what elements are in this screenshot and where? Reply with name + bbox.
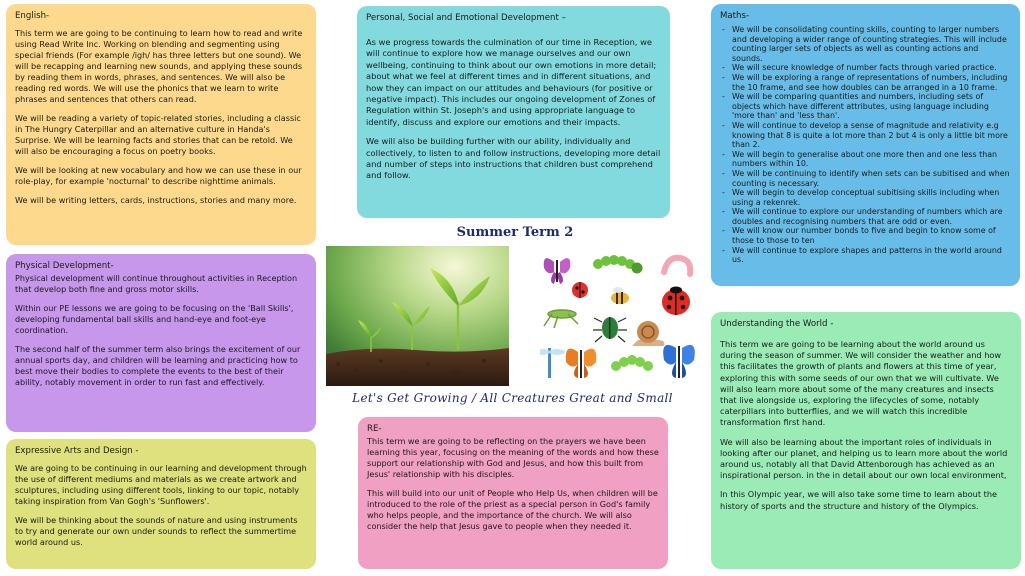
list-item: - We will continue to explore our understanding of numbers which are doubles and recognising numbers that are odd or even. — [732, 207, 1011, 226]
physical-heading: Physical Development- — [15, 261, 114, 271]
butterfly-icon — [663, 345, 695, 378]
maths-heading: Maths- — [720, 11, 750, 21]
seedlings-photo — [326, 246, 509, 386]
bee-icon — [611, 287, 629, 304]
caterpillar-icon — [611, 355, 653, 371]
physical-paragraph: The second half of the summer term also brings the excitement of our annual sports day, and children will be learning and practicing how to best move their bodies to complete the events to the best of their ability, notably movement in order to run fast and effectively. — [15, 344, 301, 387]
list-item: - We will know our number bonds to five and begin to know some of those to those to ten — [732, 226, 1011, 245]
world-paragraph: This term we are going to be learning about the world around us during the season of summer. We will consider the weather and how this facilitates the growth of plants and flowers at this time of year, exploring this with some seeds of our own that we will cultivate. We will also learn more about some of the many creatures and insects that live alongside us, exploring the lifecycles of some, notably caterpillars into butterflies, and we will watch this incredible transformation first hand. — [720, 339, 1002, 428]
english-paragraph: We will be writing letters, cards, instructions, stories and many more. — [15, 195, 297, 205]
physical-paragraph: Physical development will continue throughout activities in Reception that develop both fine and gross motor skills. — [15, 273, 298, 294]
page-title: Summer Term 2 — [456, 225, 574, 240]
re-paragraph: This will build into our unit of People who Help Us, when children will be introduced to the role of the priest as a special person in God's family who helps people, and the importance of the church. We will also consider the help that Jesus gave to people when they needed it. — [367, 488, 658, 531]
expressive-card — [6, 439, 316, 569]
physical-paragraph: Within our PE lessons we are going to be focusing on the 'Ball Skills', developing fundamental ball skills and hand-eye and foot-eye coordination. — [15, 303, 294, 335]
maths-list — [720, 25, 1011, 265]
expressive-heading: Expressive Arts and Design - — [15, 446, 139, 456]
dragonfly-icon — [540, 348, 565, 378]
grasshopper-icon — [544, 310, 578, 328]
list-item: - We will secure knowledge of number facts through varied practice. — [732, 63, 1011, 73]
beetle-icon — [593, 317, 627, 342]
physical-card — [6, 254, 316, 432]
list-item: - We will be continuing to identify when sets can be subitised and when counting is necessary. — [732, 169, 1011, 188]
english-paragraph: This term we are going to be continuing to learn how to read and write using Read Write Inc. Working on blending and segmenting using special friends (For example /igh/ has three letters but one sound). We will be recapping and learning new sounds, and applying these sounds by reading them in words, phrases, and sentences. We will also be reading red words. We will use the phonics that we learn to write phrases and sentences that others can read. — [15, 28, 303, 104]
butterfly-icon — [566, 349, 597, 378]
world-card — [711, 312, 1021, 569]
caterpillar-icon — [593, 255, 643, 274]
topic-slogan: Let's Get Growing / All Creatures Great and Small — [352, 391, 673, 405]
creatures-image — [540, 248, 702, 385]
english-heading: English- — [15, 11, 50, 21]
expressive-paragraph: We will be thinking about the sounds of nature and using instruments to try and generate our own under sounds to reflect the summertime world around us. — [15, 515, 298, 547]
butterfly-icon — [544, 258, 571, 284]
pse-paragraph: As we progress towards the culmination of our time in Reception, we will continue to explore how we manage ourselves and our own wellbeing, continuing to think about our own emotions in more detail; about what we feel at different times and in different situations, and how they can impact on our attitudes and behaviours (for positive or negative impact). This includes our ongoing development of Zones of Regulation within St. Joseph's and using appropriate language to identify, discuss and explore our emotions and their impacts. — [366, 37, 657, 127]
world-paragraph: We will also be learning about the important roles of individuals in looking after our planet, and helping us to learn more about the world around us, notably all that David Attenborough has achieved as an inspirational person. in the in detail about our own local environment, — [720, 436, 1008, 481]
pse-card — [357, 6, 670, 218]
re-heading: RE- — [367, 424, 382, 434]
ladybird-icon — [572, 282, 588, 298]
minibeasts-illustration — [540, 248, 702, 385]
list-item: - We will be consolidating counting skills, counting to larger numbers and developing a wider range of counting strategies. This will include counting larger sets of objects as well as counting actions and sounds. — [732, 25, 1011, 63]
expressive-paragraph: We are going to be continuing in our learning and development through the use of different mediums and materials as we create artwork and sculptures, including using different tools, linking to our topic, notably taking inspiration from Van Gogh's 'Sunflowers'. — [15, 463, 307, 506]
re-paragraph: This term we are going to be reflecting on the prayers we have been learning this year, focusing on the meaning of the words and how these support our relationship with God and Jesus, and how this built from Jesus' relationship with his disciples. — [367, 436, 659, 479]
seedlings-image — [326, 246, 509, 386]
world-paragraph: In this Olympic year, we will also take some time to learn about the history of sports and the structure and history of the Olympics. — [720, 489, 998, 511]
snail-icon — [632, 321, 664, 346]
pse-paragraph: We will also be building further with our ability, individually and collectively, to listen to and follow instructions, developing more detail and number of steps into instructions that children bust comprehend and follow. — [366, 136, 661, 181]
maths-card — [711, 4, 1020, 286]
list-item: - We will begin to develop conceptual subitising skills including when using a rekenrek. — [732, 188, 1011, 207]
re-card — [358, 417, 668, 569]
list-item: - We will be exploring a range of representations of numbers, including the 10 frame, and see how doubles can be arranged in a 10 frame. — [732, 73, 1011, 92]
english-paragraph: We will be looking at new vocabulary and how we can use these in our role-play, for example 'nocturnal' to describe nighttime animals. — [15, 165, 302, 186]
list-item: - We will be comparing quantities and numbers, including sets of objects which have different attributes, using language including 'more than' and 'less than'. — [732, 92, 1011, 121]
list-item: - We will continue to explore shapes and patterns in the world around us. — [732, 246, 1011, 265]
worm-icon — [664, 258, 690, 274]
list-item: - We will begin to generalise about one more then and one less than numbers within 10. — [732, 150, 1011, 169]
list-item: - We will continue to develop a sense of magnitude and relativity e.g knowing that 8 is quite a lot more than 2 but 4 is only a little bit more than 2. — [732, 121, 1011, 150]
world-heading: Understanding the World - — [720, 319, 834, 329]
english-card — [6, 4, 316, 245]
english-paragraph: We will be reading a variety of topic-related stories, including a classic in The Hungry Caterpillar and an alternative culture in Handa's Surprise. We will be learning facts and stories that can be retold. We will also be encouraging a focus on poetry books. — [15, 113, 301, 156]
ladybird-icon — [662, 287, 690, 316]
pse-heading: Personal, Social and Emotional Development – — [366, 13, 566, 23]
